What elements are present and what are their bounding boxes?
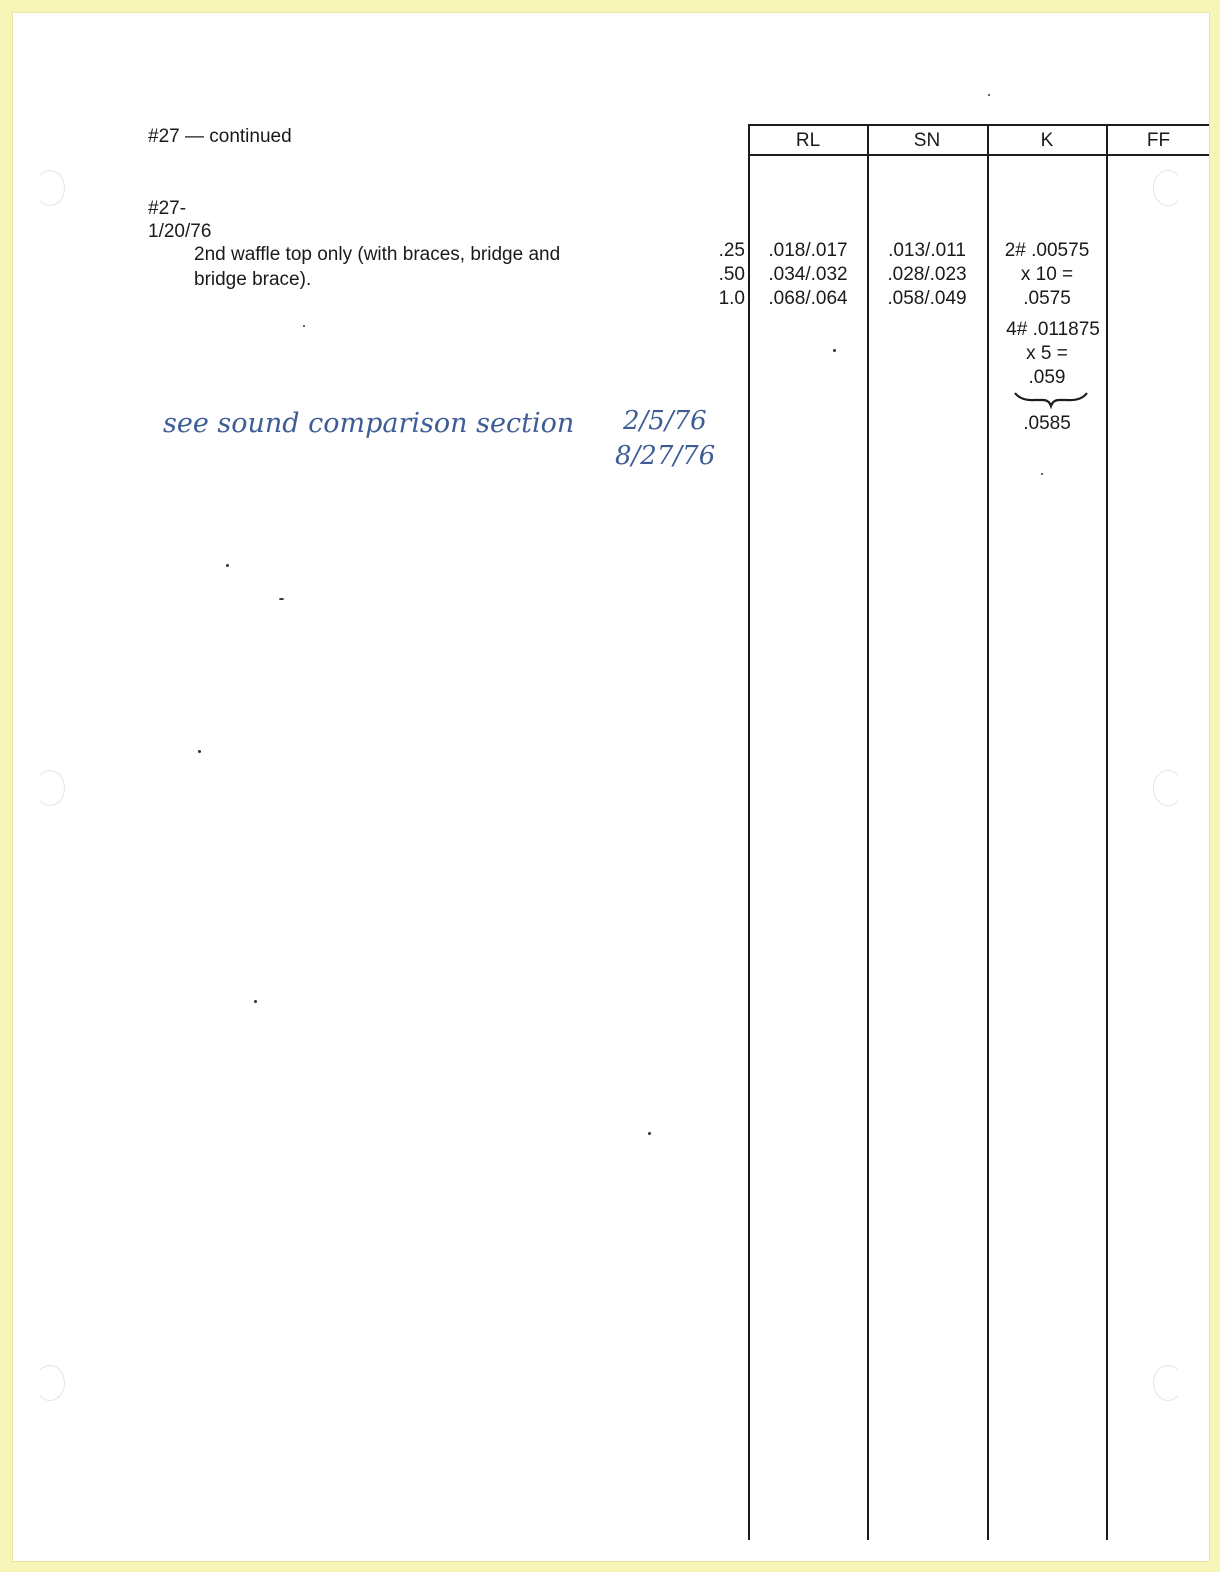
scan-speck — [279, 598, 284, 600]
binder-hole-left-bottom — [35, 1365, 65, 1401]
sn-cell: .058/.049 — [887, 288, 967, 309]
entry-id: #27- — [148, 198, 187, 219]
sn-cell: .013/.011 — [888, 240, 966, 261]
level-value: .50 — [718, 264, 745, 285]
scan-speck — [1041, 473, 1043, 475]
document-page — [12, 12, 1210, 1562]
table-column-rule-3 — [987, 124, 989, 1540]
entry-description-line-2: bridge brace). — [194, 269, 312, 290]
scan-speck — [226, 564, 229, 567]
column-header-ff: FF — [1146, 130, 1171, 151]
level-value: .25 — [718, 240, 745, 261]
handwritten-note: see sound comparison section — [163, 408, 575, 439]
k-calc-line: .059 — [1028, 367, 1066, 388]
k-calc-line: x 5 = — [1026, 343, 1068, 364]
k-calc-line: .0575 — [1023, 288, 1071, 309]
table-column-rule-1 — [748, 124, 750, 1540]
binder-hole-left-top — [35, 170, 65, 206]
rl-cell: .068/.064 — [768, 288, 848, 309]
entry-description-line-1: 2nd waffle top only (with braces, bridge and — [194, 244, 561, 265]
column-header-rl: RL — [795, 130, 821, 151]
binder-hole-right-middle — [1153, 770, 1183, 806]
k-calc-line: x 10 = — [1020, 264, 1074, 285]
k-calc-line: 4# .011875 — [1006, 319, 1100, 340]
scan-speck — [198, 750, 201, 753]
handwritten-date-2: 8/27/76 — [615, 441, 716, 471]
scan-speck — [648, 1132, 651, 1135]
scan-speck — [988, 94, 990, 96]
table-column-rule-2 — [867, 124, 869, 1540]
rl-cell: .018/.017 — [768, 240, 848, 261]
handwritten-date-1: 2/5/76 — [623, 406, 707, 436]
page-heading: #27 — continued — [148, 126, 292, 147]
rl-cell: .034/.032 — [768, 264, 848, 285]
k-calc-line: 2# .00575 — [1004, 240, 1090, 261]
sn-cell: .028/.023 — [887, 264, 967, 285]
scan-speck — [254, 1000, 257, 1003]
binder-hole-left-middle — [35, 770, 65, 806]
binder-hole-right-top — [1153, 170, 1183, 206]
k-calc-result: .0585 — [1023, 413, 1071, 434]
scan-speck — [303, 325, 305, 327]
entry-date: 1/20/76 — [148, 221, 212, 242]
scan-speck — [833, 349, 836, 352]
column-header-k: K — [1040, 130, 1054, 151]
column-header-sn: SN — [913, 130, 941, 151]
k-brace-mark — [1013, 391, 1089, 409]
binder-hole-right-bottom — [1153, 1365, 1183, 1401]
level-value: 1.0 — [718, 288, 745, 309]
